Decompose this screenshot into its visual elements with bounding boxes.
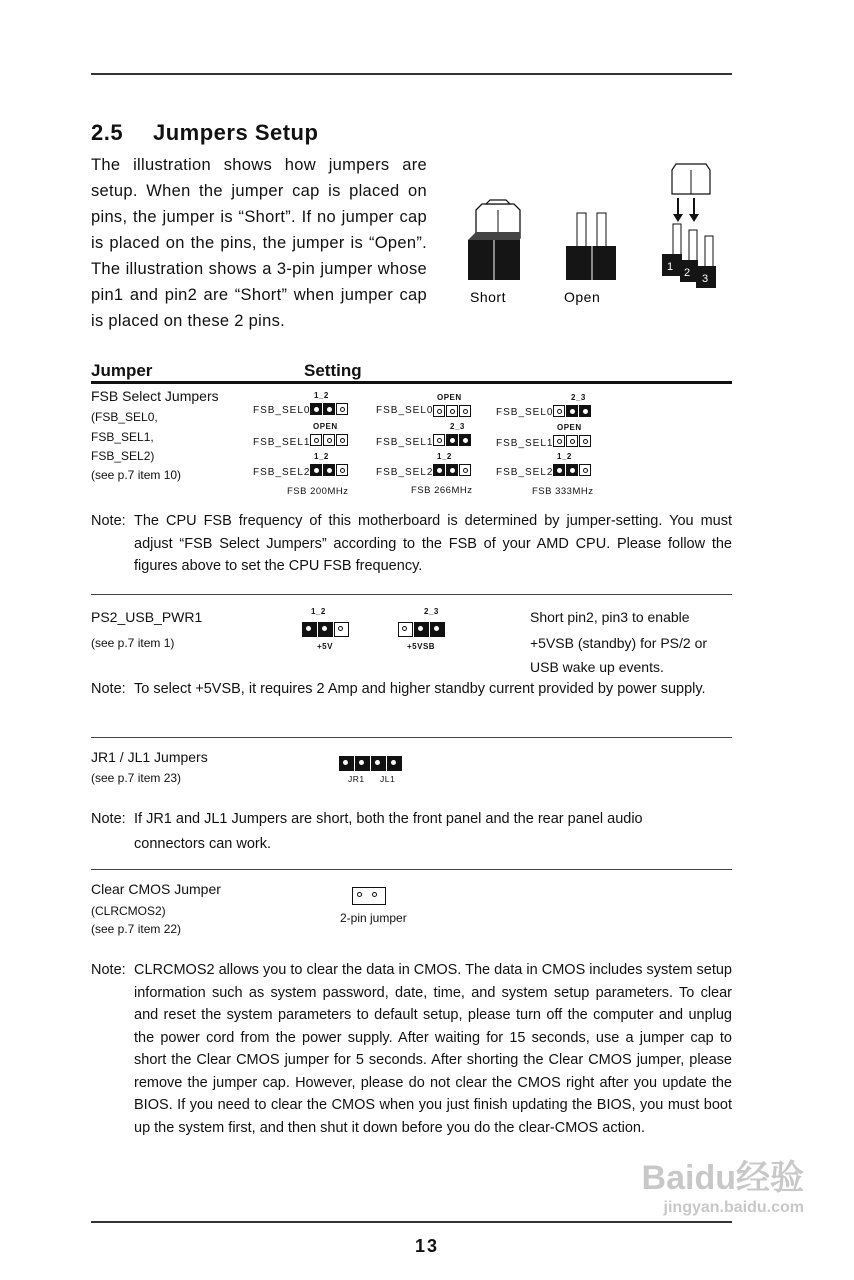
note-body: CLRCMOS2 allows you to clear the data in CMOS. The data in CMOS includes system setup information such as system password, date, time, and system setup parameters. To clear and reset the system parameters to default setup, please turn off the computer and unplug the power cord from the power supply. After waiting for 15 seconds, use a jumper cap to short the Clear CMOS jumper for 5 seconds. After shorting the Clear CMOS jumper, please remove the jumper cap. However, please do not clear the CMOS right after you update the BIOS. If you need to clear the CMOS when you just finish updating the BIOS, you must boot up the system first, and then shut it down before you do the clear-CMOS action.	[134, 962, 732, 1136]
ps2-desc-line: Short pin2, pin3 to enable	[530, 609, 690, 625]
jumper-pins	[553, 405, 592, 417]
jumper-pins	[339, 756, 403, 771]
pin	[553, 405, 565, 417]
fsb-id-2: FSB_SEL2)	[91, 449, 155, 463]
page-number: 13	[414, 1236, 440, 1256]
fsb-row-label: FSB_SEL0	[496, 407, 554, 418]
section-heading: Jumpers Setup	[153, 120, 319, 145]
fsb-row-label: FSB_SEL0	[253, 405, 311, 416]
pin	[336, 403, 348, 415]
pin	[336, 464, 348, 476]
pin	[579, 435, 591, 447]
pin	[579, 405, 591, 417]
setting-column-header: Setting	[304, 361, 362, 380]
ps2-opt1-voltage: +5V	[317, 642, 333, 651]
ps2-note	[91, 678, 732, 701]
note-label: Note:	[91, 811, 126, 827]
pin	[371, 756, 386, 771]
ps2-name: PS2_USB_PWR1	[91, 609, 203, 625]
pin	[334, 622, 349, 637]
fsb-name: FSB Select Jumpers	[91, 388, 219, 404]
jr1-label: JR1	[348, 774, 365, 784]
pin	[398, 622, 413, 637]
jumper-pins	[433, 405, 472, 417]
cmos-note	[91, 959, 732, 1139]
fsb-note	[91, 510, 732, 578]
pin	[433, 405, 445, 417]
config-label: 2_3	[450, 422, 465, 431]
jumper-pins	[433, 434, 472, 446]
section-number: 2.5	[91, 120, 124, 145]
ps2-opt2-voltage: +5VSB	[407, 642, 436, 651]
watermark-brand: Baidu经验	[641, 1159, 804, 1197]
fsb-id-1: FSB_SEL1,	[91, 430, 154, 444]
config-label: 1_2	[557, 452, 572, 461]
jumper-pins	[433, 464, 472, 476]
bottom-rule	[91, 1221, 732, 1223]
note-body: To select +5VSB, it requires 2 Amp and higher standby current provided by power supply.	[134, 681, 706, 697]
pin	[354, 889, 368, 903]
pin	[302, 622, 317, 637]
jumper-pins	[553, 435, 592, 447]
config-label: OPEN	[313, 422, 338, 431]
cmos-id: (CLRCMOS2)	[91, 904, 166, 918]
pin	[459, 464, 471, 476]
note-body: The CPU FSB frequency of this motherboard is determined by jumper-setting. You must adjust “FSB Select Jumpers” according to the FSB of your AMD CPU. Please follow the figures above to set the CPU FSB frequency.	[134, 513, 732, 574]
jumper-pins	[302, 622, 350, 637]
pin-number-2: 2	[684, 267, 691, 279]
header-rule	[91, 381, 732, 384]
top-rule	[91, 73, 732, 75]
pin	[566, 435, 578, 447]
config-label: OPEN	[557, 423, 582, 432]
jr1-name: JR1 / JL1 Jumpers	[91, 749, 208, 765]
pin	[579, 464, 591, 476]
ps2-desc-line: USB wake up events.	[530, 659, 664, 675]
config-label: OPEN	[437, 393, 462, 402]
config-label: 1_2	[437, 452, 452, 461]
watermark-url: jingyan.baidu.com	[663, 1199, 804, 1216]
fsb-frequency: FSB 200MHz	[287, 486, 349, 497]
open-jumper-icon	[566, 213, 616, 280]
jumper-pins	[310, 434, 349, 446]
fsb-ref: (see p.7 item 10)	[91, 468, 182, 482]
pin	[566, 405, 578, 417]
fsb-row-label: FSB_SEL2	[496, 467, 554, 478]
pin	[433, 464, 445, 476]
open-label: Open	[564, 289, 601, 305]
pin	[446, 434, 458, 446]
jumper-pins	[352, 887, 386, 905]
pin	[387, 756, 402, 771]
pin	[323, 464, 335, 476]
fsb-row-label: FSB_SEL2	[253, 467, 311, 478]
pin	[414, 622, 429, 637]
pin	[369, 889, 383, 903]
jl1-label: JL1	[380, 774, 396, 784]
watermark	[642, 1150, 804, 1217]
pin	[566, 464, 578, 476]
pin-number-3: 3	[702, 273, 709, 285]
short-label: Short	[470, 289, 506, 305]
config-label: 2_3	[571, 393, 586, 402]
jumper-pins	[553, 464, 592, 476]
config-label: 1_2	[314, 452, 329, 461]
ps2-ref: (see p.7 item 1)	[91, 636, 175, 650]
pin	[446, 405, 458, 417]
pin	[323, 403, 335, 415]
jr1-ref: (see p.7 item 23)	[91, 771, 182, 785]
short-jumper-icon	[468, 200, 520, 280]
pin	[430, 622, 445, 637]
jr1-note	[91, 807, 732, 857]
intro-paragraph: The illustration shows how jumpers are setup. When the jumper cap is placed on pins, the jumper is “Short”. If no jumper cap is placed on the pins, the jumper is “Open”. The illustration shows a 3-pin jumper whose pin1 and pin2 are “Short” when jumper cap is placed on these 2 pins.	[91, 156, 427, 330]
pin	[310, 403, 322, 415]
cmos-caption: 2-pin jumper	[340, 911, 407, 925]
note-label: Note:	[91, 681, 126, 697]
note-body: If JR1 and JL1 Jumpers are short, both the front panel and the rear panel audio connectors can work.	[134, 811, 643, 852]
fsb-id-0: (FSB_SEL0,	[91, 410, 158, 424]
pin	[323, 434, 335, 446]
jumper-pins	[310, 464, 349, 476]
ps2-opt2-label: 2_3	[424, 607, 439, 616]
fsb-row-label: FSB_SEL1	[376, 437, 434, 448]
fsb-row-label: FSB_SEL1	[253, 437, 311, 448]
pin	[553, 435, 565, 447]
divider	[91, 737, 732, 738]
pin	[446, 464, 458, 476]
divider	[91, 869, 732, 870]
pin	[459, 405, 471, 417]
jumper-column-header: Jumper	[91, 361, 153, 380]
section-title	[91, 120, 318, 146]
jumper-pins	[310, 403, 349, 415]
pin	[310, 464, 322, 476]
jumper-pins	[398, 622, 446, 637]
fsb-row-label: FSB_SEL0	[376, 405, 434, 416]
pin	[459, 434, 471, 446]
pin	[339, 756, 354, 771]
pin	[355, 756, 370, 771]
fsb-row-label: FSB_SEL1	[496, 438, 554, 449]
pin	[553, 464, 565, 476]
config-label: 1_2	[314, 391, 329, 400]
fsb-frequency: FSB 266MHz	[411, 485, 473, 496]
cmos-ref: (see p.7 item 22)	[91, 922, 182, 936]
pin	[318, 622, 333, 637]
pin	[433, 434, 445, 446]
divider	[91, 594, 732, 595]
pin	[336, 434, 348, 446]
fsb-row-label: FSB_SEL2	[376, 467, 434, 478]
pin	[310, 434, 322, 446]
cmos-name: Clear CMOS Jumper	[91, 881, 221, 897]
note-label: Note:	[91, 513, 126, 529]
ps2-opt1-label: 1_2	[311, 607, 326, 616]
ps2-desc-line: +5VSB (standby) for PS/2 or	[530, 635, 708, 651]
pin-number-1: 1	[667, 261, 674, 273]
note-label: Note:	[91, 962, 126, 978]
fsb-frequency: FSB 333MHz	[532, 486, 594, 497]
jumper-illustration	[462, 158, 732, 308]
